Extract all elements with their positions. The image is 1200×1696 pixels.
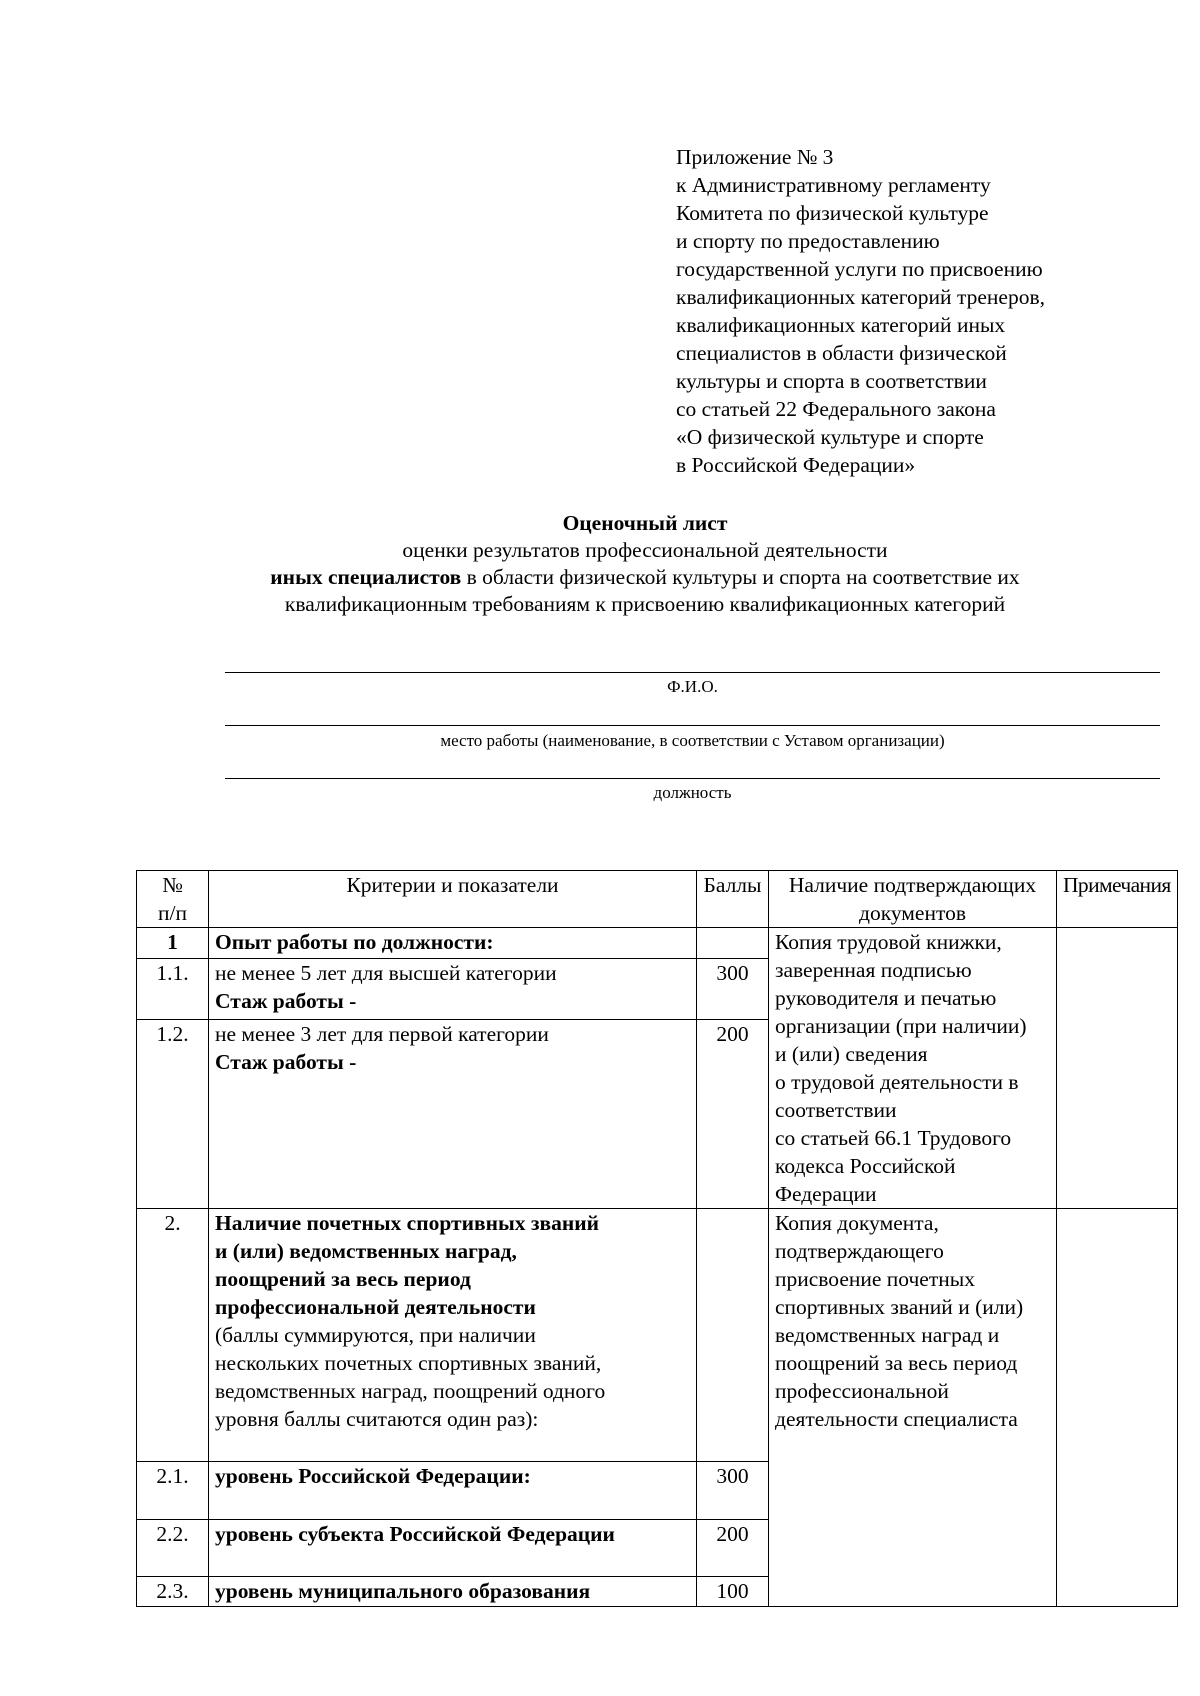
annex-line: и спорту по предоставлению — [676, 229, 940, 253]
row-points: 200 — [697, 1520, 769, 1577]
annex-line: «О физической культуре и спорте — [676, 425, 984, 449]
document-line: Федерации — [775, 1182, 877, 1206]
annex-line: государственной услуги по присвоению — [676, 257, 1043, 281]
title-heading: Оценочный лист — [562, 511, 728, 535]
section-2-points — [697, 1209, 769, 1462]
section-2-title-line: поощрений за весь период — [215, 1267, 471, 1291]
header-documents — [769, 871, 1057, 928]
title-line-2 — [130, 564, 1160, 591]
annex-line: в Российской Федерации» — [676, 453, 916, 477]
annex-line: квалификационных категорий иных — [676, 313, 1006, 337]
row-criteria: уровень Российской Федерации: — [209, 1462, 697, 1520]
row-num: 1.1. — [137, 958, 209, 1020]
row-points: 300 — [697, 958, 769, 1020]
row-criteria-bold: Стаж работы - — [215, 988, 357, 1013]
row-criteria — [209, 1020, 697, 1209]
document-line: подтверждающего — [775, 1239, 944, 1263]
row-num: 2.3. — [137, 1577, 209, 1607]
document-line: присвоение почетных — [775, 1267, 975, 1291]
title-line-1: оценки результатов профессиональной деятельности — [402, 538, 888, 562]
row-criteria: уровень муниципального образования — [209, 1577, 697, 1607]
header-documents-line-1: Наличие подтверждающих — [788, 873, 1037, 897]
header-num-line-1: № — [162, 873, 183, 897]
annex-line: к Административному регламенту — [676, 173, 991, 197]
section-2-title — [209, 1209, 697, 1462]
title-line-3: квалификационным требованиям к присвоению квалификационных категорий — [284, 592, 1006, 616]
section-1-documents — [769, 928, 1057, 1209]
annex-line: Приложение № 3 — [676, 145, 834, 169]
section-2-title-line: Наличие почетных спортивных званий — [215, 1211, 600, 1235]
row-criteria-text: не менее 5 лет для высшей категории — [215, 960, 557, 985]
document-line: и (или) сведения — [775, 1042, 928, 1066]
fio-caption: Ф.И.О. — [667, 677, 718, 696]
title-line-2-bold: иных специалистов — [270, 565, 462, 589]
section-2-documents — [769, 1209, 1057, 1607]
document-line: ведомственных наград и — [775, 1323, 1000, 1347]
document-line: о трудовой деятельности в — [775, 1070, 1019, 1094]
document-line: поощрений за весь период — [775, 1351, 1018, 1375]
annex-line: культуры и спорта в соответствии — [676, 369, 987, 393]
row-points: 200 — [697, 1020, 769, 1209]
row-criteria-bold: Стаж работы - — [215, 1050, 357, 1075]
table-row — [137, 928, 1178, 959]
row-points: 100 — [697, 1577, 769, 1607]
position-line — [225, 778, 1160, 779]
section-2-title-line: и (или) ведомственных наград, — [215, 1239, 517, 1263]
document-line: руководителя и печатью — [775, 986, 997, 1010]
section-1-title: Опыт работы по должности: — [209, 928, 697, 959]
section-1-notes — [1057, 928, 1178, 1209]
section-2-num: 2. — [137, 1209, 209, 1462]
document-line: заверенная подписью — [775, 958, 972, 982]
annex-line: Комитета по физической культуре — [676, 201, 989, 225]
header-criteria: Критерии и показатели — [209, 871, 697, 928]
document-line: организации (при наличии) — [775, 1014, 1027, 1038]
workplace-caption: место работы (наименование, в соответствии с Уставом организации) — [440, 731, 945, 750]
annex-line: специалистов в области физической — [676, 341, 1007, 365]
row-num: 2.1. — [137, 1462, 209, 1520]
section-2-note-line: уровня баллы считаются один раз): — [215, 1407, 539, 1431]
section-2-title-line: профессиональной деятельности — [215, 1295, 536, 1319]
document-line: кодекса Российской — [775, 1154, 956, 1178]
header-documents-line-2: документов — [859, 901, 966, 925]
document-line: спортивных званий и (или) — [775, 1295, 1024, 1319]
evaluation-table — [136, 870, 1178, 1607]
row-criteria: уровень субъекта Российской Федерации — [209, 1520, 697, 1577]
document-line: со статьей 66.1 Трудового — [775, 1126, 1012, 1150]
header-notes: Примечания — [1057, 871, 1178, 928]
row-criteria — [209, 958, 697, 1020]
document-line: соответствии — [775, 1098, 897, 1122]
workplace-line — [225, 725, 1160, 726]
document-line: профессиональной — [775, 1379, 949, 1403]
position-caption: должность — [653, 783, 732, 802]
header-num-line-2: п/п — [158, 901, 187, 925]
title-line-2-rest: в области физической культуры и спорта на соответствие их — [461, 565, 1020, 589]
fio-line — [225, 672, 1160, 673]
document-line: Копия трудовой книжки, — [775, 930, 1002, 954]
header-num — [137, 871, 209, 928]
section-2-notes — [1057, 1209, 1178, 1607]
annex-block — [676, 143, 1156, 479]
row-num: 1.2. — [137, 1020, 209, 1209]
table-row — [137, 1209, 1178, 1462]
document-title — [130, 510, 1160, 618]
row-points: 300 — [697, 1462, 769, 1520]
section-2-note-line: (баллы суммируются, при наличии — [215, 1323, 536, 1347]
section-2-note-line: ведомственных наград, поощрений одного — [215, 1379, 606, 1403]
document-line: Копия документа, — [775, 1211, 939, 1235]
section-1-points — [697, 928, 769, 959]
annex-line: со статьей 22 Федерального закона — [676, 397, 996, 421]
table-header-row — [137, 871, 1178, 928]
row-criteria-text: не менее 3 лет для первой категории — [215, 1022, 549, 1047]
section-1-num: 1 — [137, 928, 209, 959]
annex-line: квалификационных категорий тренеров, — [676, 285, 1045, 309]
header-points: Баллы — [697, 871, 769, 928]
row-num: 2.2. — [137, 1520, 209, 1577]
document-line: деятельности специалиста — [775, 1407, 1018, 1431]
section-2-note-line: нескольких почетных спортивных званий, — [215, 1351, 602, 1375]
